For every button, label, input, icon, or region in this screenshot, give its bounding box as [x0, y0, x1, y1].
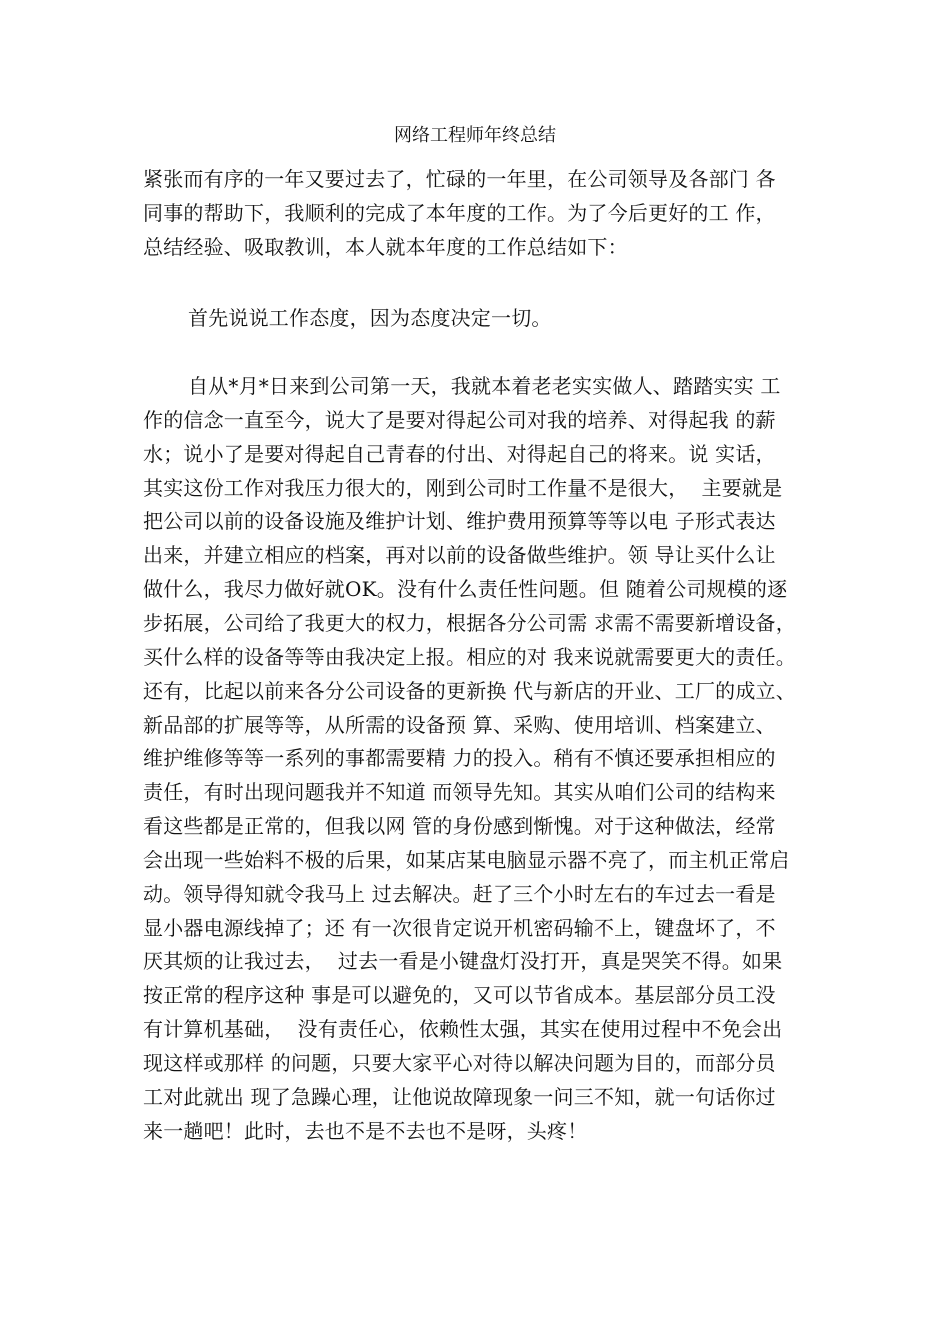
paragraph-line: 步拓展，公司给了我更大的权力，根据各分公司需 求需不需要新增设备， — [143, 610, 796, 635]
paragraph-line: 责任，有时出现问题我并不知道 而领导先知。其实从咱们公司的结构来 — [143, 780, 776, 805]
paragraph-line: 把公司以前的设备设施及维护计划、维护费用预算等等以电 子形式表达 — [143, 509, 776, 534]
paragraph-line: 新品部的扩展等等，从所需的设备预 算、采购、使用培训、档案建立、 — [143, 712, 776, 737]
paragraph-line: 维护维修等等一系列的事都需要精 力的投入。稍有不慎还要承担相应的 — [143, 746, 776, 771]
paragraph-line: 现这样或那样 的问题，只要大家平心对待以解决问题为目的，而部分员 — [143, 1051, 776, 1075]
paragraph-line: 水；说小了是要对得起自己青春的付出、对得起自己的将来。说 实话， — [143, 441, 776, 466]
paragraph-line: 按正常的程序这种 事是可以避免的，又可以节省成本。基层部分员工没 — [143, 983, 776, 1008]
paragraph-line: 动。领导得知就令我马上 过去解决。赶了三个小时左右的车过去一看是 — [143, 881, 776, 906]
paragraph-line: 还有，比起以前来各分公司设备的更新换 代与新店的开业、工厂的成立、 — [143, 678, 796, 703]
paragraph-line: 作的信念一直至今，说大了是要对得起公司对我的培养、对得起我 的薪 — [143, 407, 776, 432]
paragraph-line: 首先说说工作态度，因为态度决定一切。 — [188, 306, 552, 330]
paragraph-line: 自从*月*日来到公司第一天，我就本着老老实实做人、踏踏实实 工 — [188, 374, 781, 398]
paragraph-line: 总结经验、吸取教训，本人就本年度的工作总结如下： — [143, 234, 628, 259]
paragraph-line: 有计算机基础， 没有责任心，依赖性太强，其实在使用过程中不免会出 — [143, 1017, 783, 1042]
paragraph-line: 看这些都是正常的，但我以网 管的身份感到惭愧。对于这种做法，经常 — [143, 814, 776, 839]
paragraph-line: 显小器电源线掉了；还 有一次很肯定说开机密码输不上，键盘坏了，不 — [143, 915, 776, 940]
document-title: 网络工程师年终总结 — [394, 125, 556, 146]
paragraph-line: 做什么，我尽力做好就OK。没有什么责任性问题。但 随着公司规模的逐 — [143, 577, 788, 602]
paragraph-line: 紧张而有序的一年又要过去了，忙碌的一年里，在公司领导及各部门 各 — [143, 167, 776, 191]
paragraph-line: 买什么样的设备等等由我决定上报。相应的对 我来说就需要更大的责任。 — [143, 644, 796, 669]
paragraph-line: 出来，并建立相应的档案，再对以前的设备做些维护。领 导让买什么让 — [143, 543, 776, 568]
paragraph-line: 同事的帮助下，我顺利的完成了本年度的工作。为了今后更好的工 作， — [143, 200, 776, 225]
paragraph-line: 工对此就出 现了急躁心理，让他说故障现象一问三不知，就一句话你过 — [143, 1084, 776, 1109]
paragraph-line: 厌其烦的让我过去， 过去一看是小键盘灯没打开，真是哭笑不得。如果 — [143, 949, 783, 974]
paragraph-line: 来一趟吧！此时，去也不是不去也不是呀，头疼！ — [143, 1118, 588, 1143]
paragraph-line: 会出现一些始料不极的后果，如某店某电脑显示器不亮了，而主机正常启 — [143, 847, 790, 872]
paragraph-line: 其实这份工作对我压力很大的，刚到公司时工作量不是很大， 主要就是 — [143, 475, 783, 500]
